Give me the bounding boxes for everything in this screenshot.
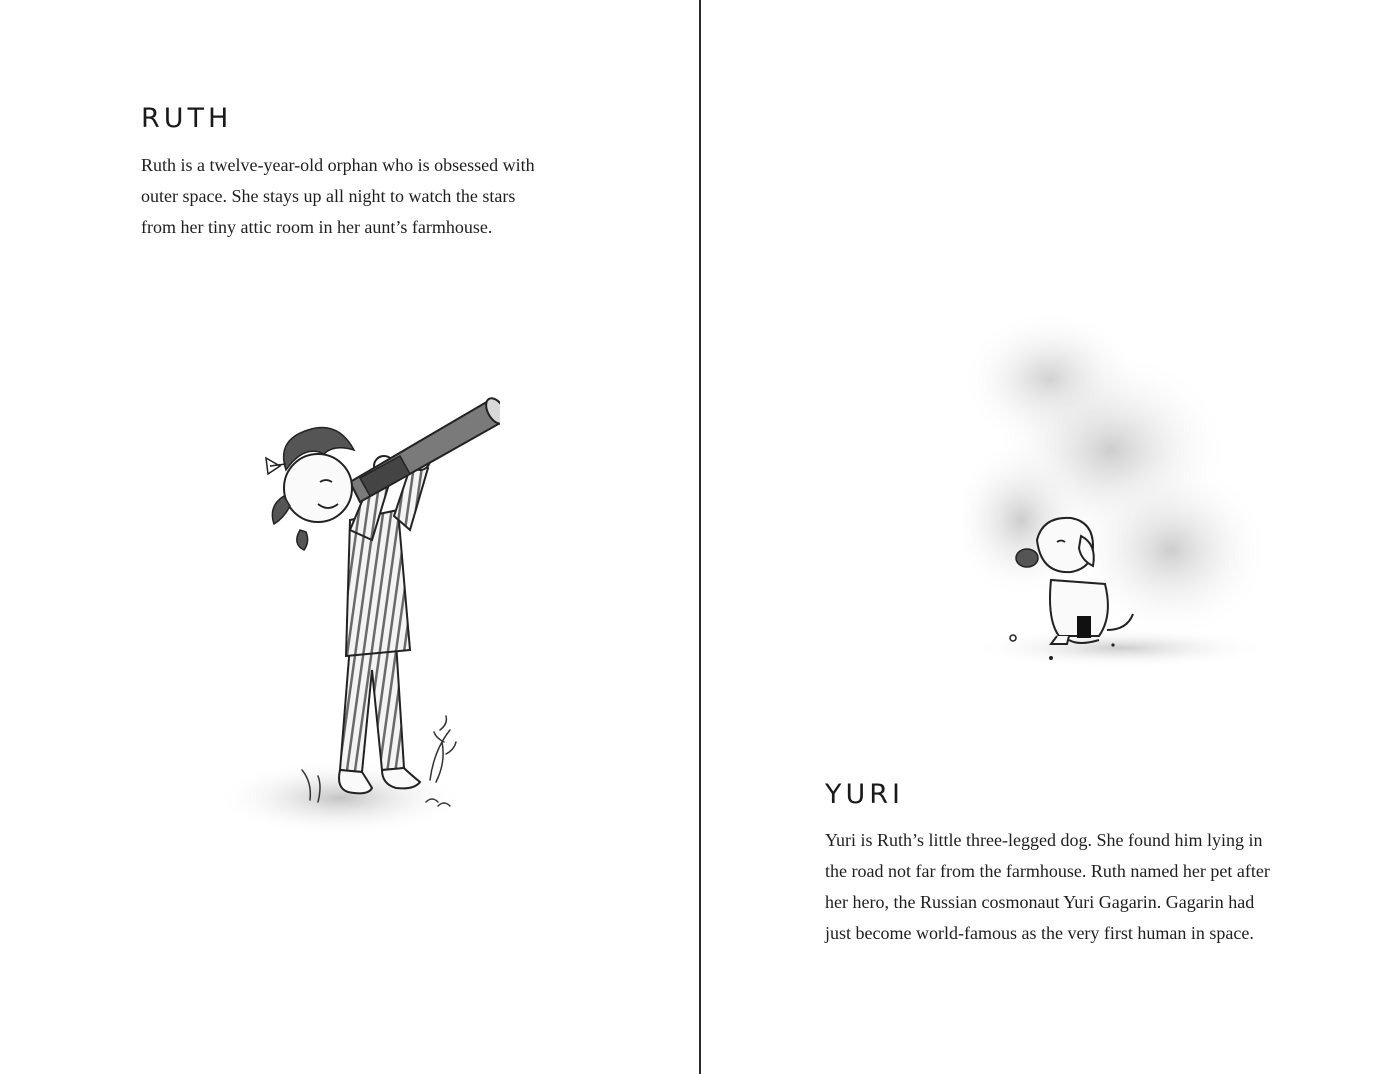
ruth-heading: RUTH	[141, 103, 233, 134]
yuri-description	[825, 825, 1270, 949]
ruth-description-line: from her tiny attic room in her aunt’s farmhouse.	[141, 217, 493, 237]
yuri-description-line: the road not far from the farmhouse. Ruth named her pet after	[825, 861, 1270, 881]
ruth-description	[141, 150, 535, 243]
yuri-description-line: just become world-famous as the very first human in space.	[825, 923, 1254, 943]
yuri-heading: YURI	[825, 779, 904, 810]
ruth-description-line: Ruth is a twelve-year-old orphan who is obsessed with	[141, 155, 535, 175]
girl-with-telescope-icon	[200, 370, 500, 850]
sitting-dog-icon	[941, 300, 1271, 680]
yuri-description-line: Yuri is Ruth’s little three-legged dog. She found him lying in	[825, 830, 1263, 850]
yuri-description-line: her hero, the Russian cosmonaut Yuri Gagarin. Gagarin had	[825, 892, 1255, 912]
left-page	[0, 0, 699, 1074]
right-page	[701, 0, 1400, 1074]
ruth-description-line: outer space. She stays up all night to watch the stars	[141, 186, 516, 206]
